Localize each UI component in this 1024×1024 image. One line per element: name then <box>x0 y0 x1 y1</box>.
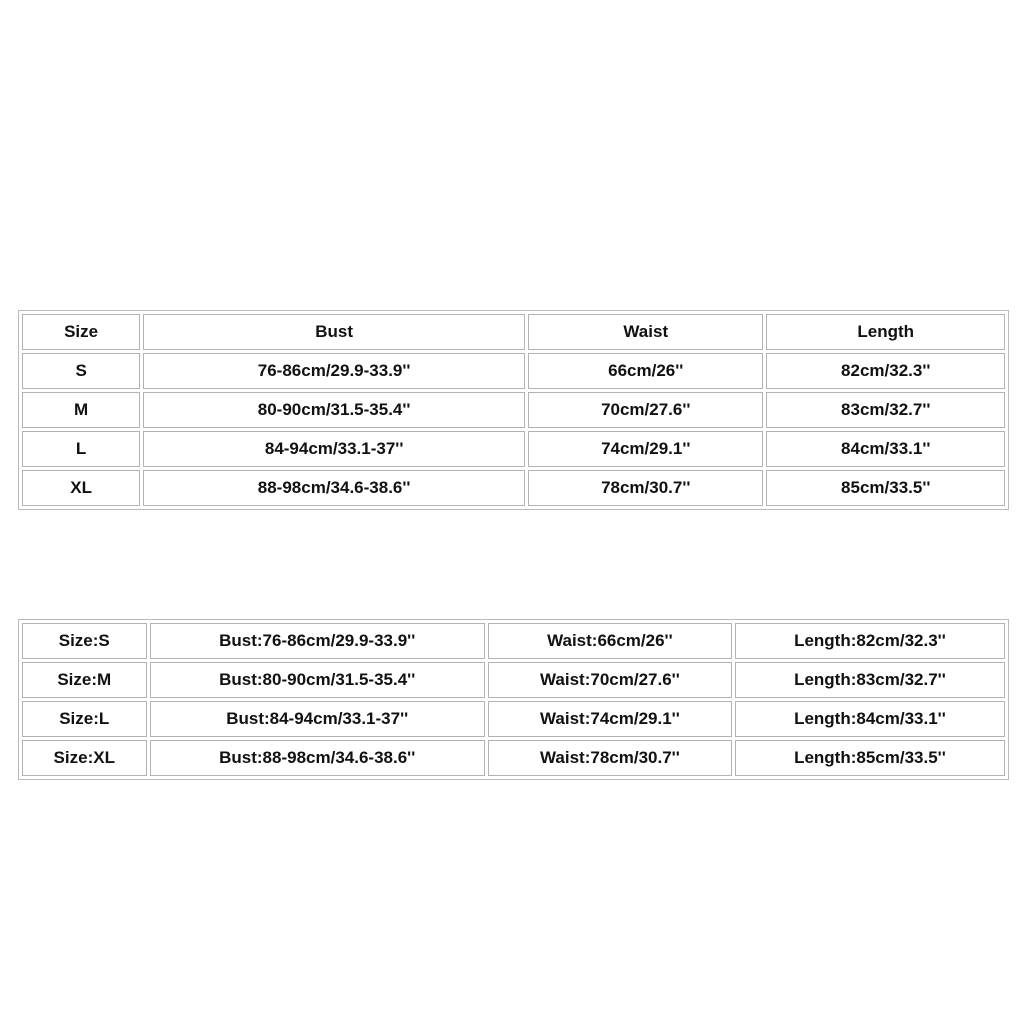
size-cell: XL <box>22 470 140 506</box>
waist-cell: 70cm/27.6'' <box>528 392 763 428</box>
table-row <box>22 623 1005 659</box>
size-cell: Size:S <box>22 623 147 659</box>
length-cell: 84cm/33.1'' <box>766 431 1005 467</box>
size-cell: M <box>22 392 140 428</box>
waist-cell: Waist:74cm/29.1'' <box>488 701 732 737</box>
table-row <box>22 701 1005 737</box>
length-cell: Length:82cm/32.3'' <box>735 623 1005 659</box>
waist-cell: Waist:70cm/27.6'' <box>488 662 732 698</box>
bust-cell: 88-98cm/34.6-38.6'' <box>143 470 525 506</box>
size-cell: L <box>22 431 140 467</box>
length-cell: Length:84cm/33.1'' <box>735 701 1005 737</box>
header-cell-length: Length <box>766 314 1005 350</box>
bust-cell: Bust:84-94cm/33.1-37'' <box>150 701 485 737</box>
size-cell: Size:M <box>22 662 147 698</box>
header-cell-waist: Waist <box>528 314 763 350</box>
bust-cell: 76-86cm/29.9-33.9'' <box>143 353 525 389</box>
waist-cell: 78cm/30.7'' <box>528 470 763 506</box>
bust-cell: Bust:88-98cm/34.6-38.6'' <box>150 740 485 776</box>
size-detail-table <box>18 619 1009 780</box>
table-row <box>22 353 1005 389</box>
header-cell-bust: Bust <box>143 314 525 350</box>
waist-cell: 74cm/29.1'' <box>528 431 763 467</box>
table-row <box>22 740 1005 776</box>
size-chart-table <box>18 310 1009 510</box>
length-cell: Length:85cm/33.5'' <box>735 740 1005 776</box>
table-row <box>22 392 1005 428</box>
size-cell: Size:XL <box>22 740 147 776</box>
bust-cell: Bust:80-90cm/31.5-35.4'' <box>150 662 485 698</box>
waist-cell: 66cm/26'' <box>528 353 763 389</box>
length-cell: Length:83cm/32.7'' <box>735 662 1005 698</box>
waist-cell: Waist:78cm/30.7'' <box>488 740 732 776</box>
length-cell: 82cm/32.3'' <box>766 353 1005 389</box>
table-row <box>22 431 1005 467</box>
length-cell: 83cm/32.7'' <box>766 392 1005 428</box>
length-cell: 85cm/33.5'' <box>766 470 1005 506</box>
table-header-row <box>22 314 1005 350</box>
waist-cell: Waist:66cm/26'' <box>488 623 732 659</box>
header-cell-size: Size <box>22 314 140 350</box>
size-cell: S <box>22 353 140 389</box>
bust-cell: 80-90cm/31.5-35.4'' <box>143 392 525 428</box>
table-row <box>22 662 1005 698</box>
size-cell: Size:L <box>22 701 147 737</box>
bust-cell: Bust:76-86cm/29.9-33.9'' <box>150 623 485 659</box>
bust-cell: 84-94cm/33.1-37'' <box>143 431 525 467</box>
table-row <box>22 470 1005 506</box>
